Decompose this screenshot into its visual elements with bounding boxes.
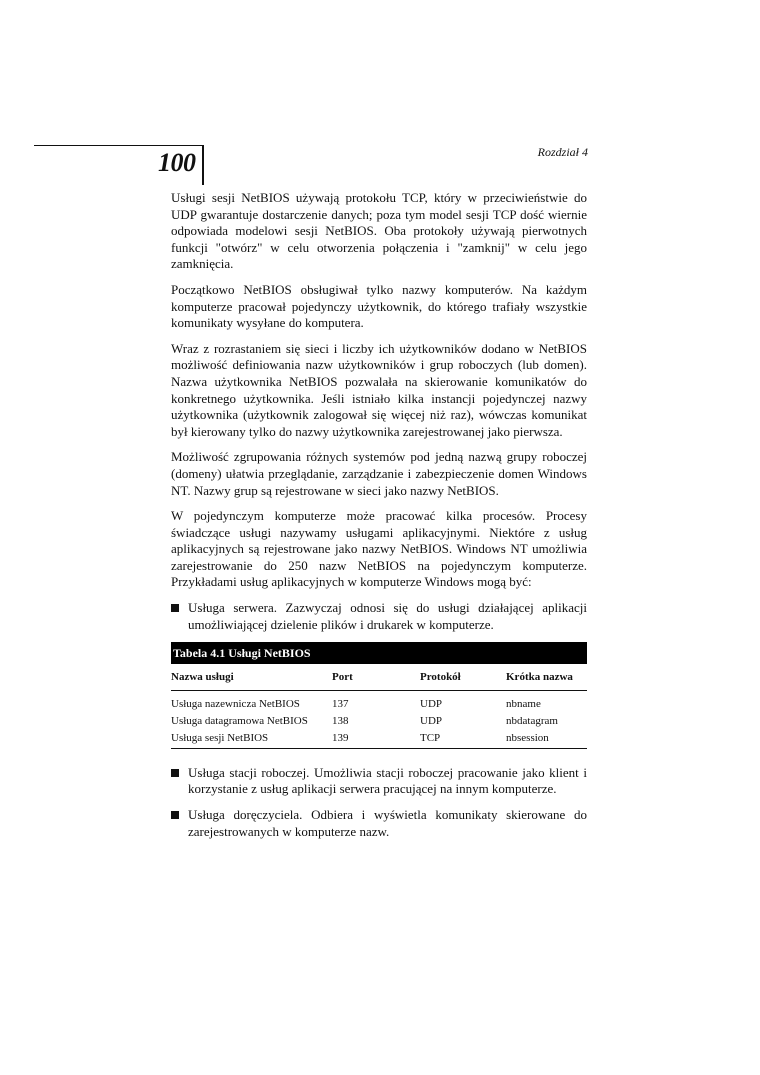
table-cell: 137 <box>332 697 349 710</box>
bullet-item <box>171 765 587 798</box>
table-cell: nbsession <box>506 730 587 749</box>
table-title: Tabela 4.1 Usługi NetBIOS <box>171 642 587 664</box>
bullet-square-icon <box>171 811 179 819</box>
paragraph: Możliwość zgrupowania różnych systemów pod jedną nazwą grupy roboczej (domeny) ułatwia przeglądanie, zarządzanie i zabezpieczenie domen Windows NT. Nazwy grup są rejestrowane w sieci jako nazwy NetBIOS. <box>171 449 587 498</box>
page-content <box>171 190 587 849</box>
bullet-text: Usługa doręczyciela. Odbiera i wyświetla komunikaty skierowane do zarejestrowanych w komputerze nazw. <box>188 807 587 839</box>
column-header: Nazwa usługi <box>171 664 332 690</box>
table-cell: Usługa nazewnicza NetBIOS <box>171 697 300 710</box>
chapter-title: Rozdział 4 <box>537 145 588 159</box>
table-cell: 139 <box>332 730 420 749</box>
paragraph: Wraz z rozrastaniem się sieci i liczby ich użytkowników dodano w NetBIOS możliwość definiowania nazw użytkowników i grup roboczych (lub domen). Nazwa użytkownika NetBIOS pozwalała na skierowanie komunikatów do konkretnego użytkownika. Jeśli istniało kilka instancji pojedynczej nazwy użytkownika (użytkownik zalogował się więcej niż raz), wówczas komunikat był kierowany tylko do nazwy użytkownika zarejestrowanej jako pierwsza. <box>171 340 587 439</box>
table-header-row <box>171 664 587 690</box>
table-cell: nbdatagram <box>506 714 558 727</box>
bullet-item <box>171 807 587 840</box>
bullet-text: Usługa stacji roboczej. Umożliwia stacji roboczej pracowanie jako klient i korzystanie z usług aplikacji serwera pracującej na innym komputerze. <box>188 764 587 797</box>
page-number: 100 <box>158 148 196 177</box>
header-vertical-rule <box>202 145 204 185</box>
table-cell: UDP <box>420 697 443 710</box>
table-row <box>171 730 587 749</box>
bullet-square-icon <box>171 769 179 777</box>
table-cell: UDP <box>420 714 443 727</box>
table <box>171 664 587 749</box>
table-cell: nbname <box>506 697 541 710</box>
column-header: Protokół <box>420 664 506 690</box>
table-cell: 138 <box>332 714 349 727</box>
paragraph: Usługi sesji NetBIOS używają protokołu TCP, który w przeciwieństwie do UDP gwarantuje dostarczenie danych; poza tym model sesji TCP dość wiernie odpowiada modelowi sesji NetBIOS. Oba protokoły używają pierwotnych funkcji "otwórz" w celu otworzenia połączenia i "zamknij" w celu jego zamknięcia. <box>171 190 587 272</box>
table-cell: Usługa datagramowa NetBIOS <box>171 714 308 727</box>
paragraph: Początkowo NetBIOS obsługiwał tylko nazwy komputerów. Na każdym komputerze pracował pojedynczy użytkownik, do którego trafiały wszystkie komunikaty wysyłane do komputera. <box>171 281 587 331</box>
bullet-item <box>171 600 587 633</box>
column-header: Port <box>332 664 420 690</box>
column-header: Krótka nazwa <box>506 664 587 690</box>
bullet-square-icon <box>171 604 179 612</box>
header-rule <box>34 145 204 146</box>
table-cell: TCP <box>420 730 506 749</box>
paragraph: W pojedynczym komputerze może pracować kilka procesów. Procesy świadczące usługi nazywamy usługami aplikacyjnymi. Niektóre z usług aplikacyjnych są rejestrowane jako nazwy NetBIOS. Windows NT umożliwia zarejestrowanie do 250 nazw NetBIOS na pojedynczym komputerze. Przykładami usług aplikacyjnych w komputerze Windows mogą być: <box>171 508 587 590</box>
table-row <box>171 713 587 730</box>
table-cell: Usługa sesji NetBIOS <box>171 730 332 749</box>
services-table <box>171 642 587 749</box>
table-row <box>171 690 587 713</box>
bullet-text: Usługa serwera. Zazwyczaj odnosi się do usługi działającej aplikacji umożliwiającej dzielenie plików i drukarek w komputerze. <box>188 600 587 632</box>
